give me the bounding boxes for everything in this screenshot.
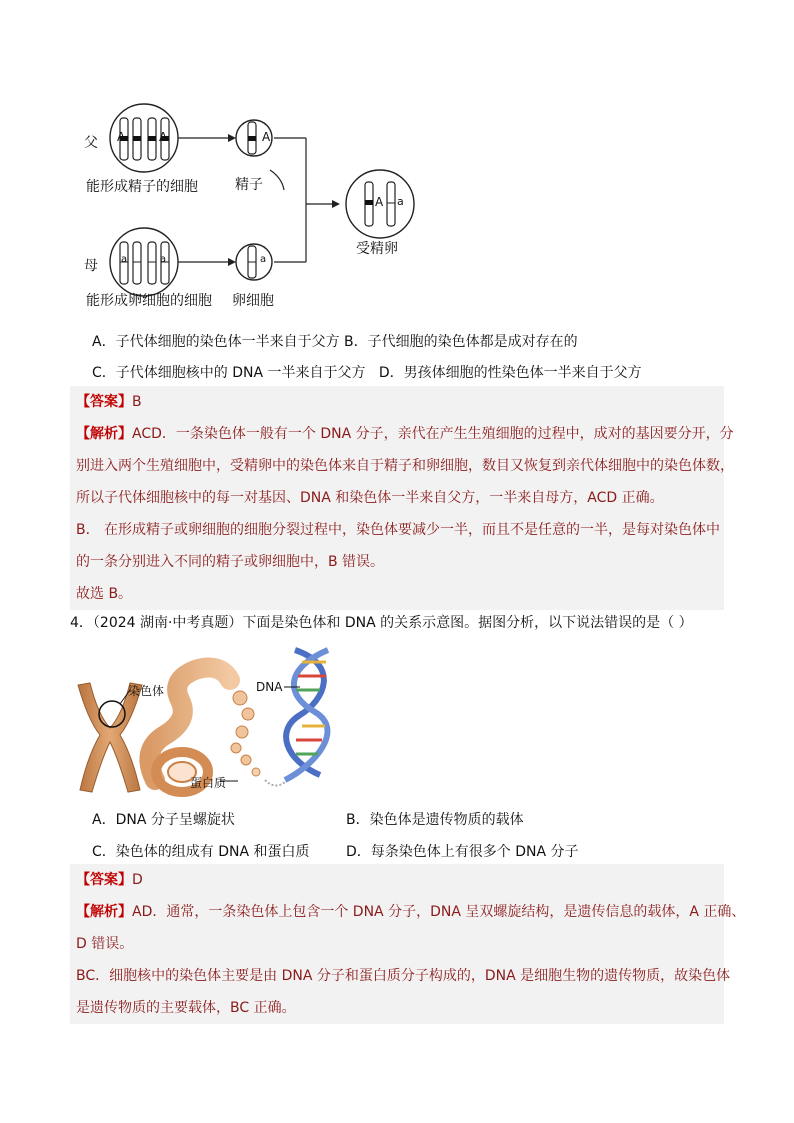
chromosome-label: 染色体 xyxy=(128,684,165,698)
q3-options-row2 xyxy=(92,362,642,382)
q3-analysis-line: 所以子代体细胞核中的每一对基因、DNA 和染色体一半来自父方，一半来自母方，ACD 正确。 xyxy=(76,490,664,506)
protein-label: 蛋白质 xyxy=(190,776,227,790)
allele-label: A xyxy=(375,195,384,209)
chromosome-dna-diagram xyxy=(70,640,370,805)
q3-answer: B xyxy=(132,394,142,410)
q3-option-c: C．子代体细胞核中的 DNA 一半来自于父方 xyxy=(92,365,366,381)
q4-analysis-line: D 错误。 xyxy=(76,936,134,952)
father-label: 父 xyxy=(84,135,98,151)
q3-analysis-line: B． 在形成精子或卵细胞的细胞分裂过程中，染色体要减少一半，而且不是任意的一半，是每对染色体中 xyxy=(76,522,721,538)
egg-caption: 卵细胞 xyxy=(232,293,274,309)
analysis-tag: 【解析】 xyxy=(76,426,132,442)
q4-stem: 4．（2024 湖南·中考真题）下面是染色体和 DNA 的关系示意图。据图分析，以下说法错误的是（ ） xyxy=(70,615,693,631)
q4-option-d: D．每条染色体上有很多个 DNA 分子 xyxy=(346,844,579,860)
q4-analysis-line xyxy=(70,896,746,928)
dna-label: DNA xyxy=(256,680,283,694)
q3-analysis-line: 故选 B。 xyxy=(76,586,133,602)
q3-analysis-line: 别进入两个生殖细胞中，受精卵中的染色体来自于精子和卵细胞，数目又恢复到亲代体细胞中的染色体数， xyxy=(76,458,734,474)
inheritance-diagram xyxy=(70,100,430,315)
q4-answer-line xyxy=(70,864,724,896)
answer-tag: 【答案】 xyxy=(76,394,132,410)
q4-option-a: A．DNA 分子呈螺旋状 xyxy=(92,812,235,828)
q4-option-c: C．染色体的组成有 DNA 和蛋白质 xyxy=(92,844,310,860)
q3-answer-line xyxy=(70,386,724,418)
allele-label: A xyxy=(159,130,168,144)
allele-label: A xyxy=(262,130,271,144)
q4-analysis-line: BC．细胞核中的染色体主要是由 DNA 分子和蛋白质分子构成的，DNA 是细胞生物的遗传物质，故染色体 xyxy=(76,968,731,984)
allele-label: A xyxy=(117,130,126,144)
q4-answer: D xyxy=(132,872,143,888)
allele-label: a xyxy=(397,195,404,208)
allele-label: a xyxy=(121,254,128,265)
q3-analysis-line: 的一条分别进入不同的精子或卵细胞中，B 错误。 xyxy=(76,554,385,570)
answer-tag: 【答案】 xyxy=(76,872,132,888)
q4-analysis-text: AD．通常，一条染色体上包含一个 DNA 分子，DNA 呈双螺旋结构，是遗传信息的载体，A 正确、 xyxy=(132,904,746,920)
q3-analysis-line xyxy=(70,418,734,450)
zygote-caption: 受精卵 xyxy=(356,241,398,257)
mother-cell-caption: 能形成卵细胞的细胞 xyxy=(86,293,212,309)
q3-analysis-text: ACD．一条染色体一般有一个 DNA 分子，亲代在产生生殖细胞的过程中，成对的基因要分开，分 xyxy=(132,426,734,442)
mother-label: 母 xyxy=(84,258,98,274)
q3-answer-block xyxy=(70,386,734,610)
sperm-caption: 精子 xyxy=(235,177,263,193)
father-cell-caption: 能形成精子的细胞 xyxy=(86,179,198,195)
q3-option-a: A．子代体细胞的染色体一半来自于父方 xyxy=(92,334,340,350)
q4-option-b: B．染色体是遗传物质的载体 xyxy=(346,812,524,828)
q3-option-d: D．男孩体细胞的性染色体一半来自于父方 xyxy=(378,365,642,381)
allele-label: a xyxy=(160,254,167,265)
analysis-tag: 【解析】 xyxy=(76,904,132,920)
q3-options-row1 xyxy=(92,331,578,351)
q4-answer-block xyxy=(70,864,746,1024)
allele-label: a xyxy=(260,254,267,265)
q4-analysis-line: 是遗传物质的主要载体，BC 正确。 xyxy=(76,1000,296,1016)
q3-option-b: B．子代细胞的染色体都是成对存在的 xyxy=(344,334,578,350)
